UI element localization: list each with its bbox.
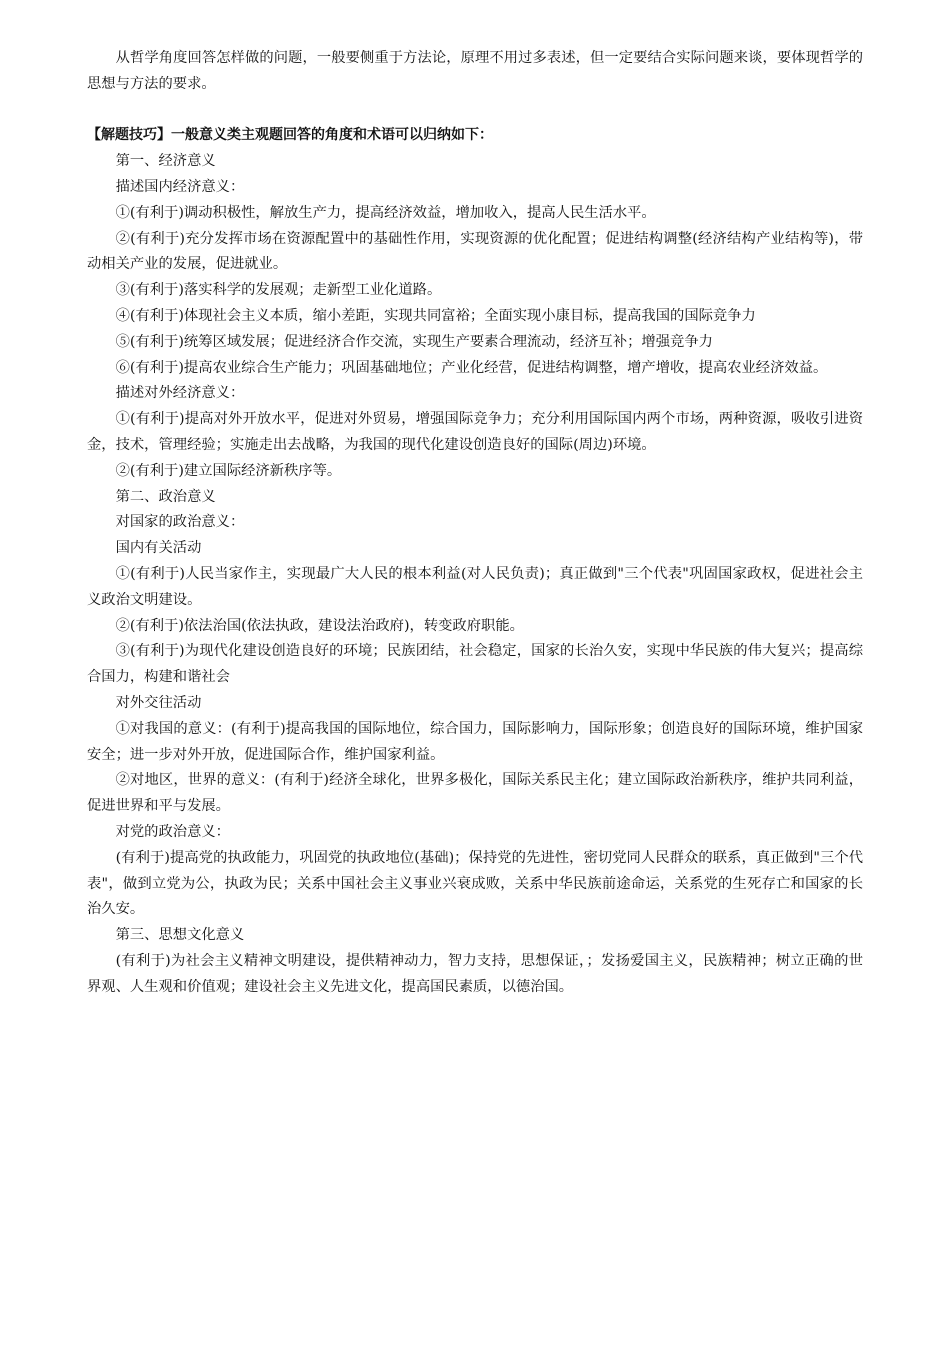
document-body: [87, 149, 863, 1000]
blank-line: [87, 98, 863, 124]
paragraph: ②(有利于)依法治国(依法执政，建设法治政府)，转变政府职能。: [115, 617, 524, 634]
paragraph: ⑥(有利于)提高农业综合生产能力；巩固基础地位；产业化经营，促进结构调整，增产增收，提高农业经济效益。: [115, 359, 828, 376]
paragraph: ⑤(有利于)统筹区域发展；促进经济合作交流，实现生产要素合理流动，经济互补；增强竞争力: [115, 333, 713, 350]
paragraph: (有利于)为社会主义精神文明建设，提供精神动力，智力支持，思想保证，；发扬爱国主义，民族精神；树立正确的世界观、人生观和价值观；建设社会主义先进文化，提高国民素质，以德治国。: [87, 952, 864, 995]
paragraph: 描述国内经济意义：: [115, 178, 245, 195]
paragraph: 第三、思想文化意义: [115, 927, 245, 944]
paragraph: 第一、经济意义: [115, 153, 216, 170]
intro-paragraph: 从哲学角度回答怎样做的问题，一般要侧重于方法论，原理不用过多表述，但一定要结合实际问题来谈，要体现哲学的思想与方法的要求。: [87, 50, 863, 92]
paragraph: ②(有利于)建立国际经济新秩序等。: [115, 462, 342, 479]
paragraph: 对外交往活动: [115, 694, 202, 711]
paragraph: 对国家的政治意义：: [115, 514, 245, 531]
paragraph: ①(有利于)调动积极性，解放生产力，提高经济效益，增加收入，提高人民生活水平。: [115, 204, 656, 221]
paragraph: 第二、政治意义: [115, 488, 216, 505]
paragraph: ①对我国的意义：(有利于)提高我国的国际地位，综合国力，国际影响力，国际形象；创造良好的国际环境，维护国家安全；进一步对外开放，促进国际合作，维护国家利益。: [87, 720, 863, 763]
paragraph: ③(有利于)落实科学的发展观；走新型工业化道路。: [115, 282, 442, 299]
paragraph: ④(有利于)体现社会主义本质，缩小差距，实现共同富裕；全面实现小康目标，提高我国的国际竞争力: [115, 307, 756, 324]
paragraph: 对党的政治意义：: [115, 823, 230, 840]
paragraph: ①(有利于)人民当家作主，实现最广大人民的根本利益(对人民负责)；真正做到"三个代表"巩固国家政权，促进社会主义政治文明建设。: [87, 565, 863, 608]
paragraph: 描述对外经济意义：: [115, 385, 245, 402]
paragraph: ①(有利于)提高对外开放水平，促进对外贸易，增强国际竞争力；充分利用国际国内两个市场，两种资源，吸收引进资金，技术，管理经验；实施走出去战略，为我国的现代化建设创造良好的国际(周边)环境。: [87, 411, 863, 453]
paragraph: 国内有关活动: [115, 540, 202, 557]
paragraph: ②对地区，世界的意义：(有利于)经济全球化，世界多极化，国际关系民主化；建立国际政治新秩序，维护共同利益，促进世界和平与发展。: [87, 772, 863, 815]
document-page: [87, 46, 863, 1000]
paragraph: (有利于)提高党的执政能力，巩固党的执政地位(基础)；保持党的先进性，密切党同人民群众的联系，真正做到"三个代表"，做到立党为公，执政为民；关系中国社会主义事业兴衰成败，关系中华民族前途命运，关系党的生死存亡和国家的长治久安。: [87, 849, 863, 918]
paragraph: ③(有利于)为现代化建设创造良好的环境；民族团结，社会稳定，国家的长治久安，实现中华民族的伟大复兴；提高综合国力，构建和谐社会: [87, 643, 863, 686]
paragraph: ②(有利于)充分发挥市场在资源配置中的基础性作用，实现资源的优化配置；促进结构调整(经济结构产业结构等)，带动相关产业的发展，促进就业。: [87, 230, 863, 273]
section-heading: 【解题技巧】一般意义类主观题回答的角度和术语可以归纳如下：: [87, 127, 493, 144]
